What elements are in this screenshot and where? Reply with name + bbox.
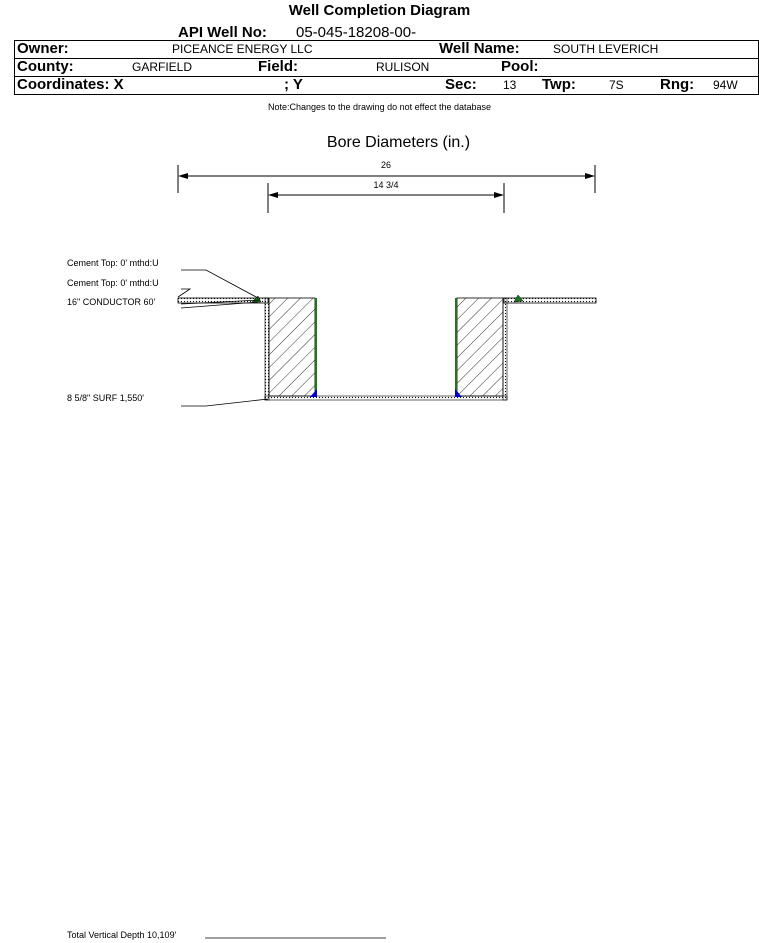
field-label: Field: [258,58,298,75]
bore-diameters-title: Bore Diameters (in.) [326,134,471,151]
surface-casing [316,298,456,396]
coordinates-label: Coordinates: X [17,76,124,93]
api-well-label: API Well No: [178,24,267,41]
field-value: RULISON [376,60,430,74]
sec-value: 13 [503,78,517,92]
cement-top-callout-2: Cement Top: 0' mthd:U [67,278,159,288]
coordinates-y-label: ; Y [284,76,303,93]
county-label: County: [17,58,74,75]
total-depth-callout: Total Vertical Depth 10,109' [67,930,177,940]
owner-label: Owner: [17,40,69,57]
owner-value: PICEANCE ENERGY LLC [172,42,313,56]
rng-label: Rng: [660,76,695,93]
inner-diameter-dimension [268,183,504,213]
surface-casing-callout: 8 5/8" SURF 1,550' [67,393,144,403]
api-well-value: 05-045-18208-00- [296,24,417,41]
outer-diameter-dimension [178,165,595,193]
cement-annulus [269,298,503,396]
rng-value: 94W [713,78,738,92]
sec-label: Sec: [445,76,477,93]
conductor-callout: 16" CONDUCTOR 60' [67,297,156,307]
twp-label: Twp: [542,76,576,93]
cement-top-callout-1: Cement Top: 0' mthd:U [67,258,159,268]
county-value: GARFIELD [132,60,193,74]
page-title: Well Completion Diagram [288,2,471,19]
well-name-value: SOUTH LEVERICH [553,42,659,56]
database-note: Note:Changes to the drawing do not effect the database [268,102,491,112]
well-name-label: Well Name: [439,40,520,57]
conductor-casing [178,298,596,303]
outer-diameter-label: 26 [380,160,391,170]
inner-diameter-label: 14 3/4 [373,180,399,190]
pool-label: Pool: [501,58,539,75]
twp-value: 7S [609,78,624,92]
